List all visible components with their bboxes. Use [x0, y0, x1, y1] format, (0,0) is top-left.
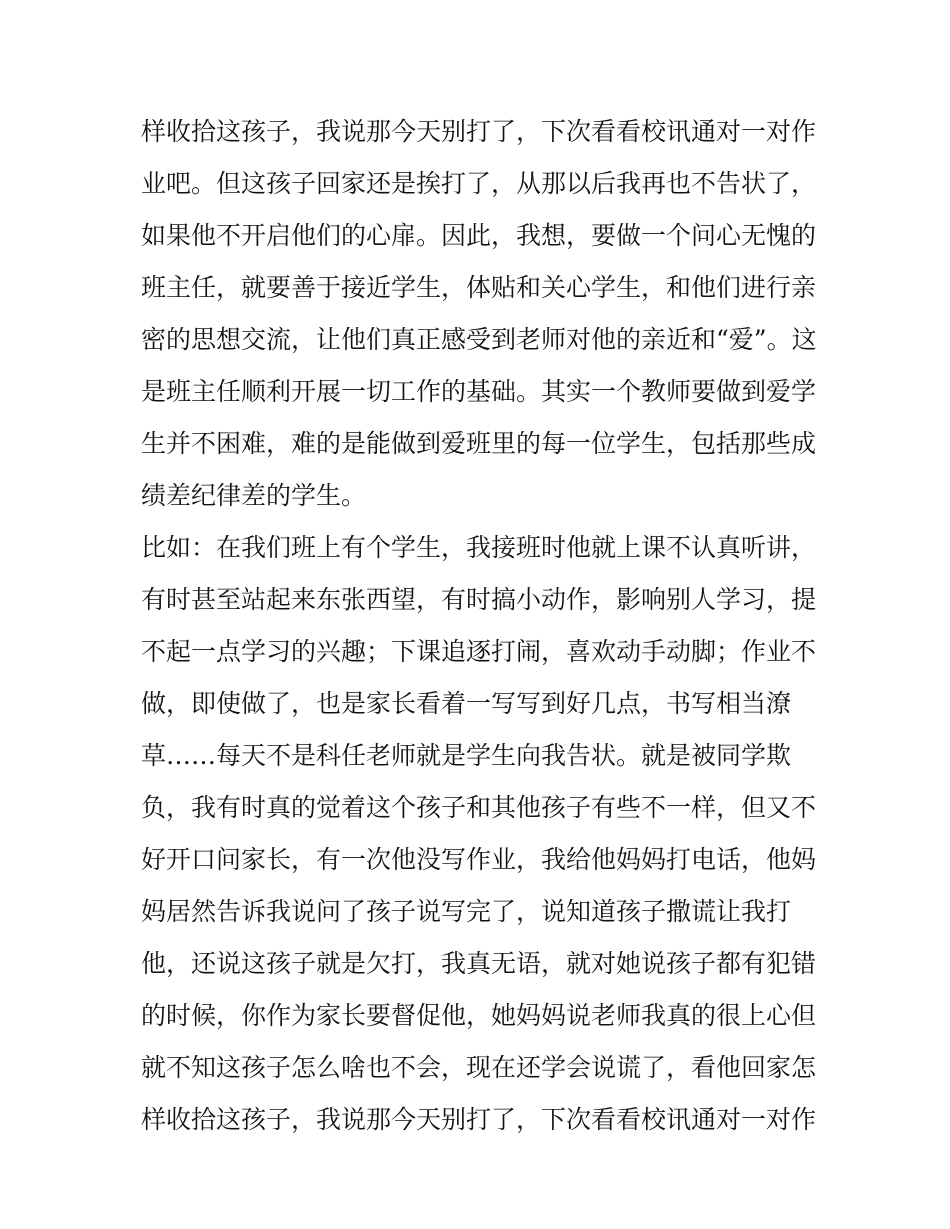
text-line-4: 班主任，就要善于接近学生，体贴和关心学生，和他们进行亲 — [141, 273, 817, 302]
text-line-12: 做，即使做了，也是家长看着一写写到好几点，书写相当潦 — [141, 689, 792, 718]
text-line-5: 密的思想交流，让他们真正感受到老师对他的亲近和“爱”。这 — [141, 325, 817, 354]
text-line-13: 草……每天不是科任老师就是学生向我告状。就是被同学欺 — [141, 741, 792, 770]
text-line-6: 是班主任顺利开展一切工作的基础。其实一个教师要做到爱学 — [141, 377, 817, 406]
text-line-17: 他，还说这孩子就是欠打，我真无语，就对她说孩子都有犯错 — [141, 949, 817, 978]
text-line-18: 的时候，你作为家长要督促他，她妈妈说老师我真的很上心但 — [141, 1001, 817, 1030]
text-line-15: 好开口问家长，有一次他没写作业，我给他妈妈打电话，他妈 — [141, 845, 817, 874]
body-text — [141, 106, 821, 1146]
text-line-10: 有时甚至站起来东张西望，有时搞小动作，影响别人学习，提 — [141, 585, 817, 614]
text-line-3: 如果他不开启他们的心扉。因此，我想，要做一个问心无愧的 — [141, 221, 817, 250]
text-line-11: 不起一点学习的兴趣；下课追逐打闹，喜欢动手动脚；作业不 — [141, 637, 817, 666]
text-line-14: 负，我有时真的觉着这个孩子和其他孩子有些不一样，但又不 — [141, 793, 817, 822]
text-line-2: 业吧。但这孩子回家还是挨打了，从那以后我再也不告状了， — [141, 169, 817, 198]
text-line-7: 生并不困难，难的是能做到爱班里的每一位学生，包括那些成 — [141, 429, 817, 458]
text-line-19: 就不知这孩子怎么啥也不会，现在还学会说谎了，看他回家怎 — [141, 1053, 817, 1082]
text-line-20: 样收拾这孩子，我说那今天别打了，下次看看校讯通对一对作 — [141, 1105, 817, 1134]
text-line-9: 比如：在我们班上有个学生，我接班时他就上课不认真听讲， — [141, 533, 817, 562]
text-line-8: 绩差纪律差的学生。 — [141, 481, 367, 510]
text-line-1: 样收拾这孩子，我说那今天别打了，下次看看校讯通对一对作 — [141, 117, 817, 146]
text-line-16: 妈居然告诉我说问了孩子说写完了，说知道孩子撒谎让我打 — [141, 897, 792, 926]
